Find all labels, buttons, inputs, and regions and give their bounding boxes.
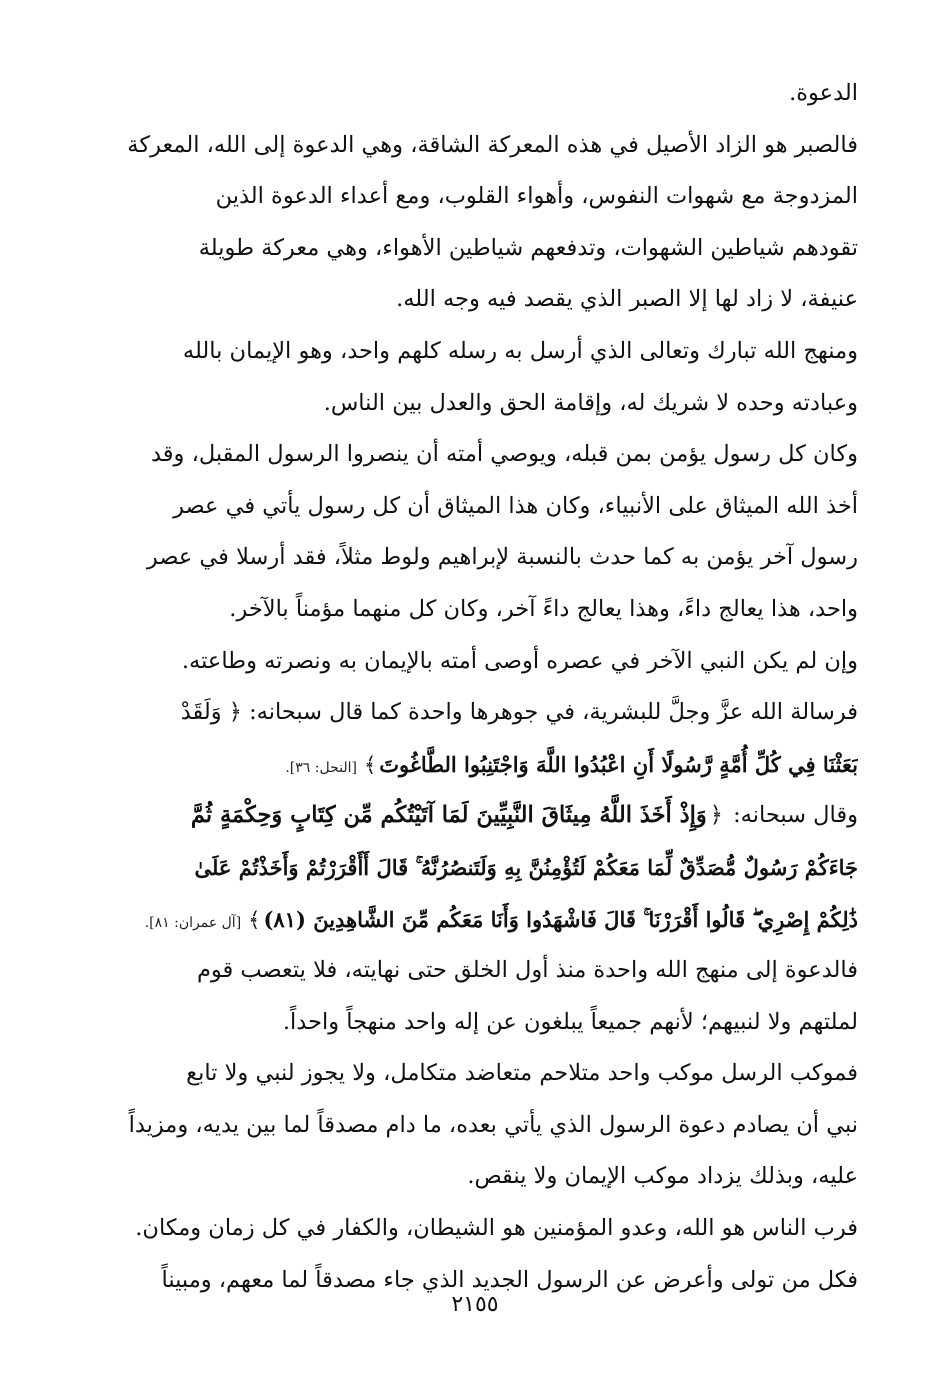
text-line: ومنهج الله تبارك وتعالى الذي أرسل به رسله كلهم واحد، وهو الإيمان بالله: [182, 337, 858, 364]
text-line: أخذ الله الميثاق على الأنبياء، وكان هذا الميثاق أن كل رسول يأتي في عصر: [173, 492, 858, 519]
text-line: تقودهم شياطين الشهوات، وتدفعهم شياطين الأهواء، وهي معركة طويلة: [198, 234, 858, 261]
text-line: عليه، وبذلك يزداد موكب الإيمان ولا ينقص.: [467, 1163, 858, 1190]
text-line: عنيفة، لا زاد لها إلا الصبر الذي يقصد فيه وجه الله.: [396, 286, 858, 313]
quran-verse-line: [88, 739, 858, 791]
verse-text: بَعَثْنَا فِي كُلِّ أُمَّةٍ رَّسُولًا أَنِ اعْبُدُوا اللَّهَ وَاجْتَنِبُوا الطَّاغُوتَ: [379, 751, 858, 777]
verse-intro: وقال سبحانه:: [733, 802, 858, 829]
verse-close-ornament: ﴾: [363, 752, 377, 777]
text-line: فالدعوة إلى منهج الله واحدة منذ أول الخلق حتى نهايته، فلا يتعصب قوم: [196, 957, 858, 984]
verse-close-ornament: ﴾: [248, 907, 261, 932]
quran-verse-line: [88, 790, 858, 842]
text-line: رسول آخر يؤمن به كما حدث بالنسبة لإبراهيم ولوط مثلاً، فقد أرسلا في عصر: [146, 544, 858, 571]
text-line: وكان كل رسول يؤمن بمن قبله، ويوصي أمته أن ينصروا الرسول المقبل، وقد: [150, 441, 858, 468]
text-line: وعبادته وحده لا شريك له، وإقامة الحق والعدل بين الناس.: [323, 389, 858, 416]
text-line: فالصبر هو الزاد الأصيل في هذه المعركة الشاقة، وهي الدعوة إلى الله، المعركة: [127, 131, 858, 158]
text-line: واحد، هذا يعالج داءً، وهذا يعالج داءً آخر، وكان كل منهما مؤمناً بالآخر.: [229, 595, 858, 622]
verse-reference: [النحل: ٣٦].: [285, 759, 357, 776]
text-line: فموكب الرسل موكب واحد متلاحم متعاضد متكامل، ولا يجوز لنبي ولا تابع: [186, 1060, 858, 1087]
page-text: [88, 68, 858, 1306]
text-line: فكل من تولى وأعرض عن الرسول الجديد الذي جاء مصدقاً لما معهم، ومبيناً: [161, 1266, 858, 1293]
text-line: فرب الناس هو الله، وعدو المؤمنين هو الشيطان، والكفار في كل زمان ومكان.: [135, 1215, 858, 1242]
verse-text: ذَٰلِكُمْ إِصْرِي ۖ قَالُوا أَقْرَرْنَا ۚ قَالَ فَاشْهَدُوا وَأَنَا مَعَكُم مِّنَ الشَّاهِدِينَ: [313, 906, 858, 932]
page-number: ٢١٥٥: [451, 1292, 499, 1317]
text-line: فرسالة الله عزَّ وجلَّ للبشرية، في جوهرها واحدة كما قال سبحانه: ﴿ وَلَقَدْ: [180, 699, 858, 726]
verse-reference: [آل عمران: ٨١].: [144, 914, 242, 931]
text-line: المزدوجة مع شهوات النفوس، وأهواء القلوب، ومع أعداء الدعوة الذين: [215, 183, 858, 210]
text-line: نبي أن يصادم دعوة الرسول الذي يأتي بعده، ما دام مصدقاً لما بين يديه، ومزيداً: [128, 1111, 858, 1138]
verse-open-ornament: ﴿: [709, 802, 723, 829]
text-line: وإن لم يكن النبي الآخر في عصره أوصى أمته بالإيمان به ونصرته وطاعته.: [181, 647, 858, 674]
text-line: الدعوة.: [789, 80, 858, 106]
ayah-number: (٨١): [263, 906, 306, 932]
quran-verse-line: جَاءَكُمْ رَسُولٌ مُّصَدِّقٌ لِّمَا مَعَكُمْ لَتُؤْمِنُنَّ بِهِ وَلَتَنصُرُنَّهُ ۚ قَالَ أَأَقْرَرْتُمْ وَأَخَذْتُمْ عَلَىٰ: [194, 854, 858, 880]
text-line: لملتهم ولا لنبيهم؛ لأنهم جميعاً يبلغون عن إله واحد منهجاً واحداً.: [282, 1008, 858, 1035]
verse-text: وَإِذْ أَخَذَ اللَّهُ مِيثَاقَ النَّبِيِّينَ لَمَا آتَيْتُكُم مِّن كِتَابٍ وَحِكْمَةٍ ثُمَّ: [190, 802, 707, 829]
quran-verse-line: [88, 894, 858, 946]
